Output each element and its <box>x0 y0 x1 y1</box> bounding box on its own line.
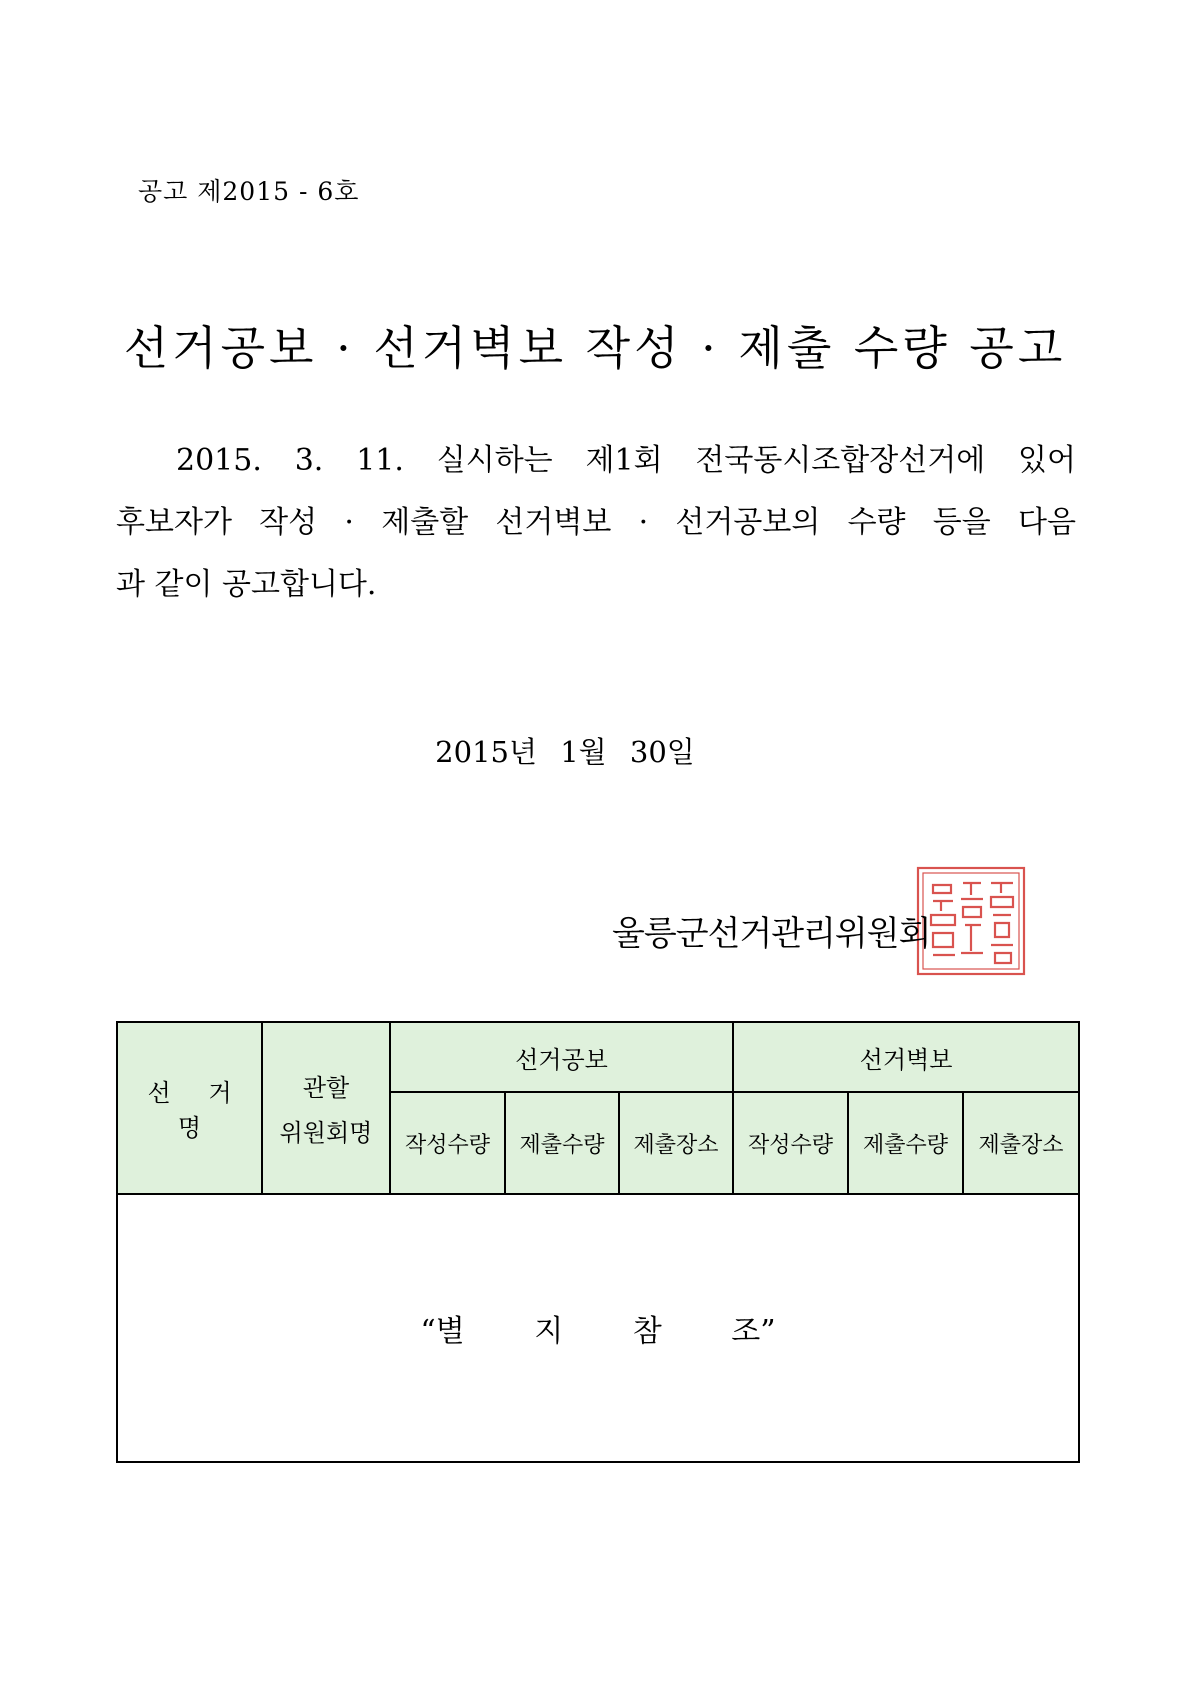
official-seal-icon <box>915 865 1027 977</box>
table-header-row-1 <box>117 1022 1079 1092</box>
header-gongbo-submit-qty: 제출수량 <box>505 1092 619 1194</box>
header-gongbo-write-qty: 작성수량 <box>390 1092 505 1194</box>
notice-date: 2015년 1월 30일 <box>435 735 695 769</box>
header-group-byeokbo: 선거벽보 <box>733 1022 1079 1092</box>
attachment-note: “별 지 참 조” <box>117 1194 1079 1462</box>
body-line-3: 과 같이 공고합니다. <box>116 567 377 602</box>
notice-number: 공고 제2015 - 6호 <box>138 177 360 206</box>
header-election-name: 선 거 명 <box>117 1022 262 1194</box>
body-line-1: 2015. 3. 11. 실시하는 제1회 전국동시조합장선거에 있어 <box>176 443 1076 478</box>
issuing-committee: 울릉군선거관리위원회 <box>612 914 931 954</box>
body-line-2: 후보자가 작성 · 제출할 선거벽보 · 선거공보의 수량 등을 다음 <box>116 505 1076 540</box>
document-title: 선거공보 · 선거벽보 작성 · 제출 수량 공고 <box>123 321 1067 375</box>
header-byeokbo-submit-qty: 제출수량 <box>848 1092 963 1194</box>
body-paragraph <box>116 430 1076 616</box>
quantity-table <box>116 1021 1080 1463</box>
header-gongbo-submit-place: 제출장소 <box>619 1092 733 1194</box>
header-byeokbo-write-qty: 작성수량 <box>733 1092 848 1194</box>
header-byeokbo-submit-place: 제출장소 <box>963 1092 1079 1194</box>
header-committee: 관할 위원회명 <box>262 1022 390 1194</box>
header-group-gongbo: 선거공보 <box>390 1022 733 1092</box>
table-body-row <box>117 1194 1079 1462</box>
